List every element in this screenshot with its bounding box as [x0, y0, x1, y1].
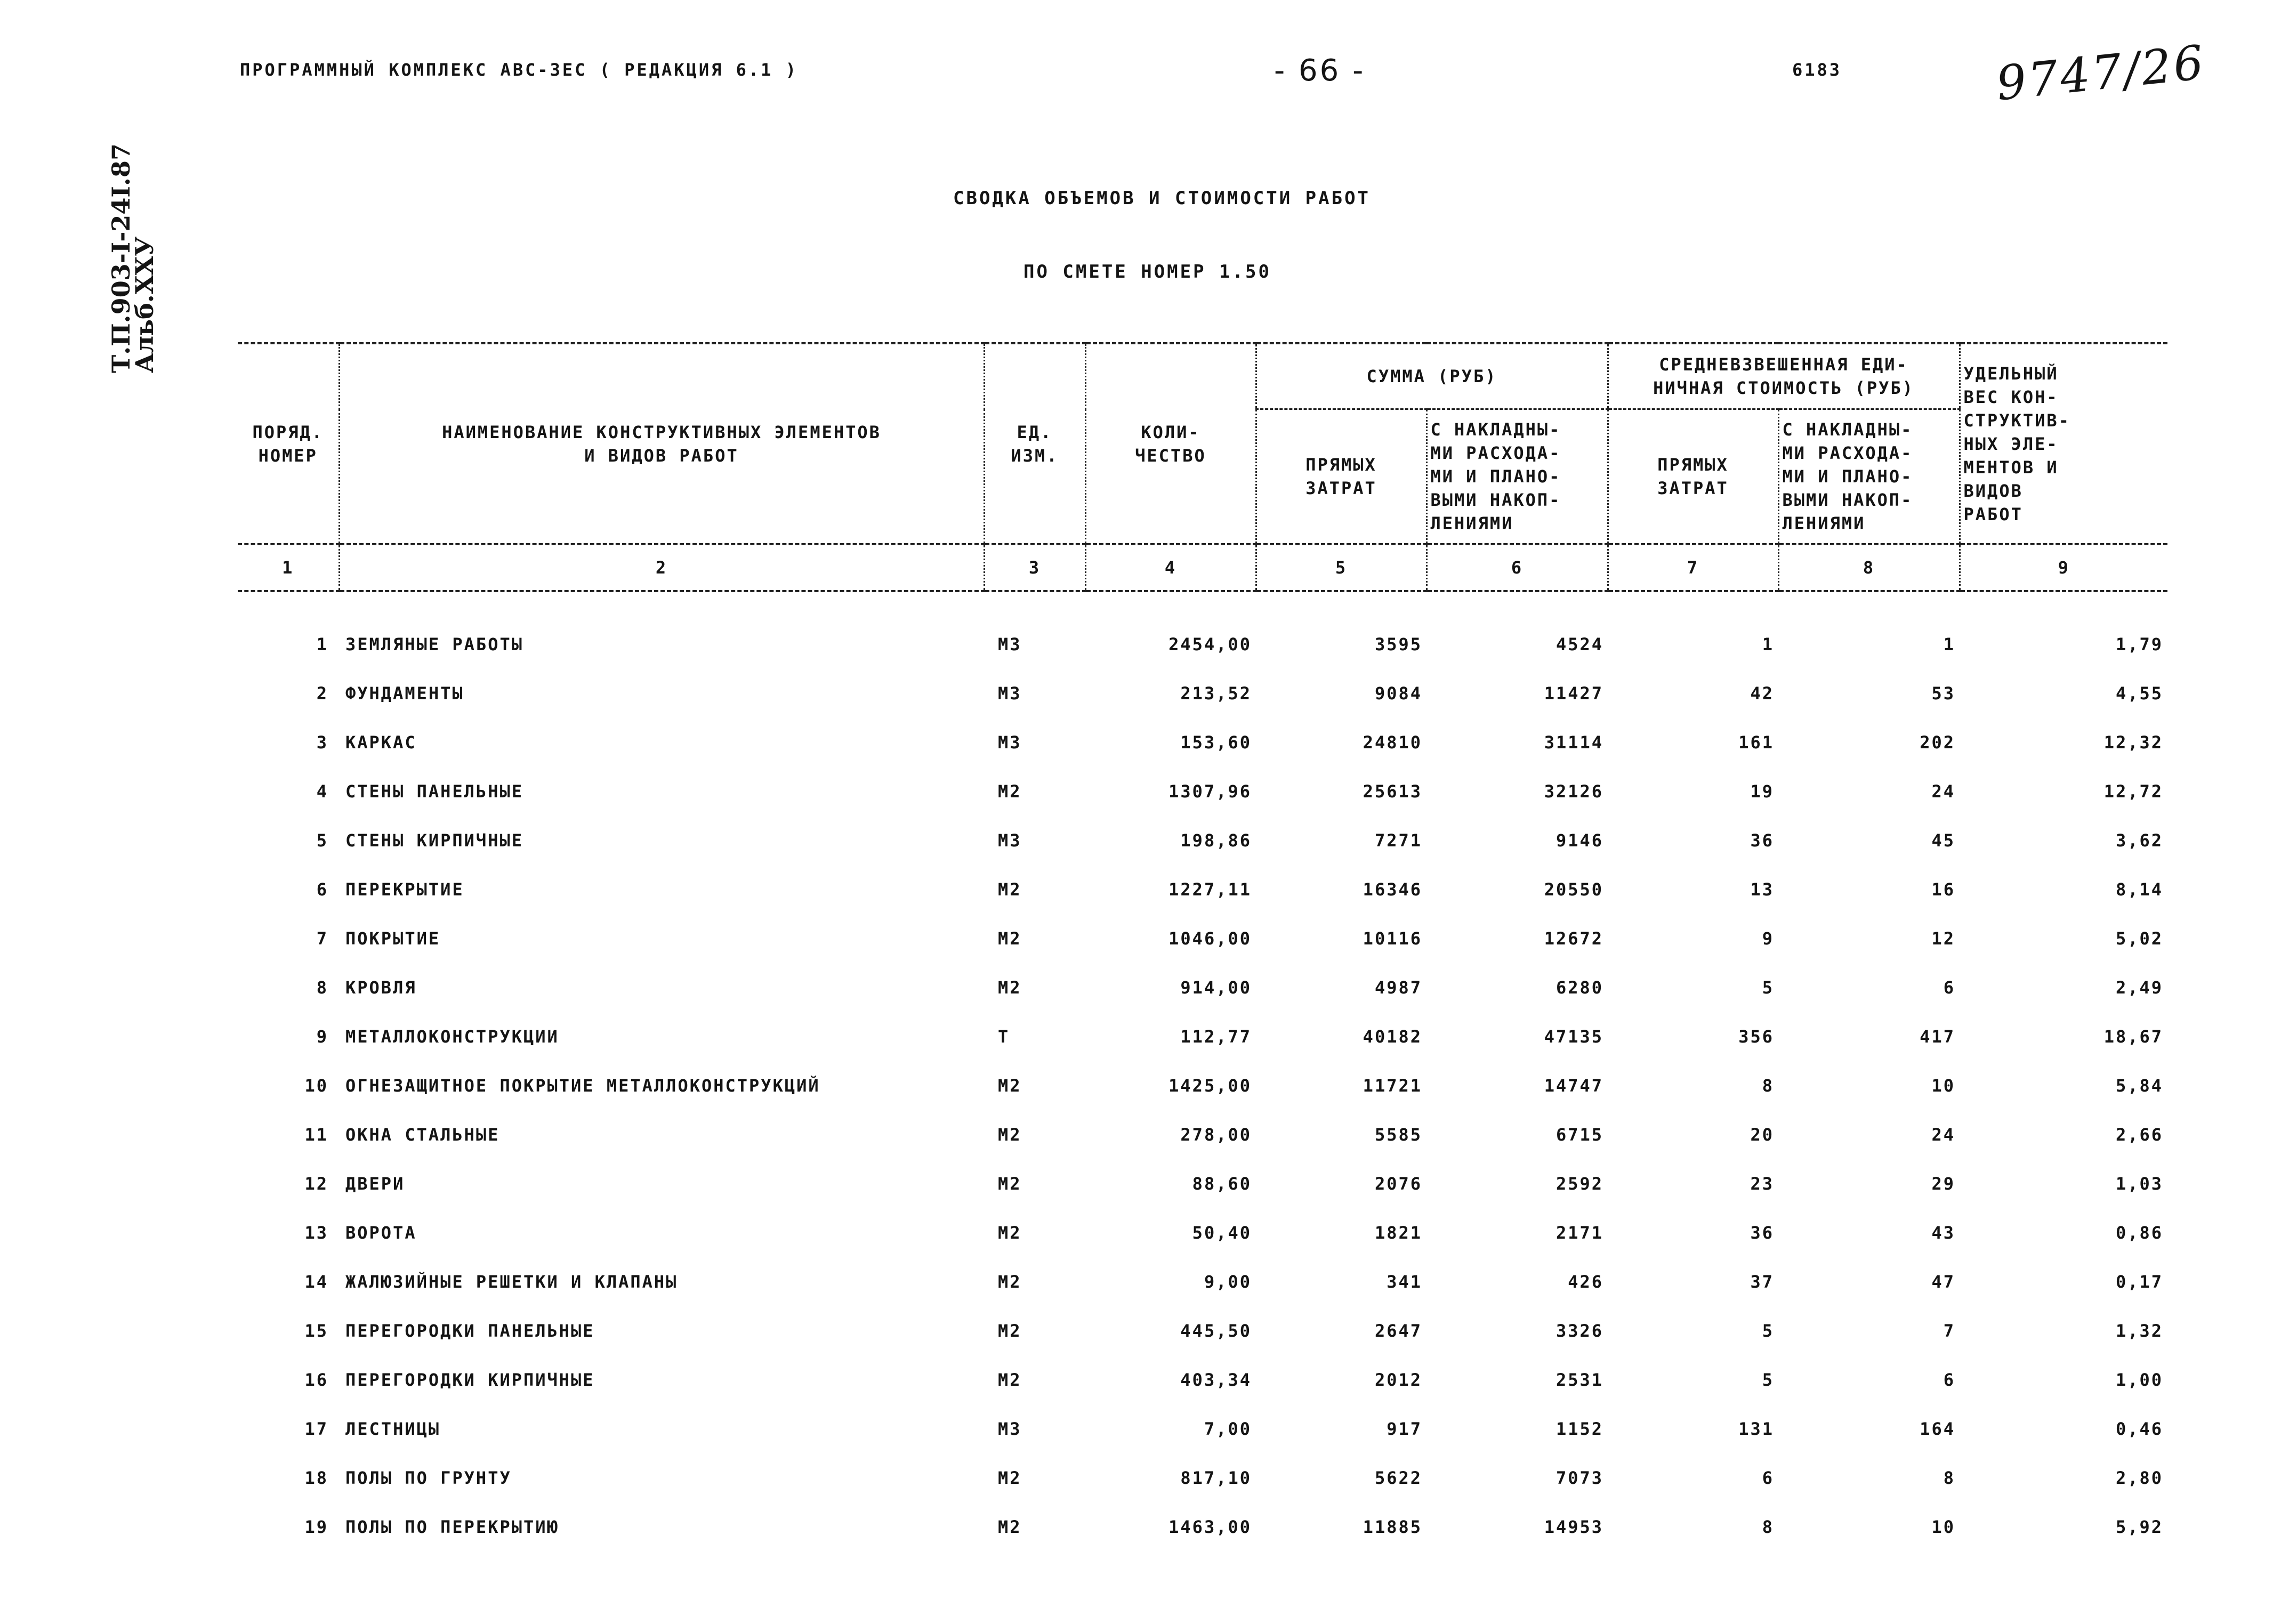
row-avg-overhead: 10	[1931, 1076, 1956, 1096]
row-name: ПЕРЕГОРОДКИ ПАНЕЛЬНЫЕ	[345, 1321, 595, 1341]
row-number: 16	[304, 1370, 328, 1390]
row-unit: М3	[998, 683, 1022, 704]
row-quantity: 1425,00	[1168, 1076, 1252, 1096]
row-avg-overhead: 43	[1931, 1223, 1956, 1243]
row-weight: 4,55	[2115, 683, 2164, 704]
row-weight: 3,62	[2115, 830, 2164, 851]
row-sum-direct: 25613	[1363, 781, 1422, 802]
row-sum-direct: 24810	[1363, 732, 1422, 753]
row-sum-overhead: 47135	[1544, 1027, 1604, 1047]
col-group-sum: СУММА (РУБ)	[1256, 343, 1608, 409]
row-sum-overhead: 12672	[1544, 928, 1604, 949]
row-sum-overhead: 6715	[1555, 1125, 1604, 1145]
table-row	[238, 1110, 2167, 1159]
row-avg-overhead: 10	[1931, 1517, 1956, 1537]
row-unit: Т	[998, 1027, 1010, 1047]
handwritten-note: 9747/26	[1994, 34, 2208, 111]
row-avg-direct: 5	[1762, 977, 1775, 998]
row-avg-direct: 42	[1750, 683, 1775, 704]
row-weight: 2,66	[2115, 1125, 2164, 1145]
col-number: 5	[1256, 544, 1426, 591]
row-avg-direct: 6	[1762, 1468, 1775, 1488]
col-header-weight: УДЕЛЬНЫЙ ВЕС КОН- СТРУКТИВ- НЫХ ЭЛЕ- МЕНТОВ И ВИДОВ РАБОТ	[1960, 343, 2167, 544]
col-number: 1	[238, 544, 339, 591]
row-weight: 0,46	[2115, 1419, 2164, 1439]
row-number: 11	[304, 1125, 328, 1145]
col-header-name: НАИМЕНОВАНИЕ КОНСТРУКТИВНЫХ ЭЛЕМЕНТОВ И ВИДОВ РАБОТ	[339, 343, 984, 544]
column-number-row	[238, 544, 2167, 591]
table-row	[238, 1355, 2167, 1404]
row-number: 3	[316, 732, 328, 753]
row-quantity: 1307,96	[1168, 781, 1252, 802]
table-row	[238, 1159, 2167, 1208]
row-number: 8	[316, 977, 328, 998]
row-sum-direct: 11721	[1363, 1076, 1422, 1096]
row-sum-overhead: 3326	[1555, 1321, 1604, 1341]
row-avg-direct: 356	[1738, 1027, 1775, 1047]
row-sum-direct: 917	[1387, 1419, 1422, 1439]
row-avg-direct: 5	[1762, 1321, 1775, 1341]
row-weight: 12,72	[2103, 781, 2164, 802]
col-header-order-number: ПОРЯД. НОМЕР	[238, 343, 339, 544]
row-quantity: 88,60	[1192, 1174, 1252, 1194]
col-header-sum-direct: ПРЯМЫХ ЗАТРАТ	[1256, 409, 1426, 545]
row-unit: М2	[998, 1468, 1022, 1488]
table-row	[238, 669, 2167, 718]
row-avg-overhead: 16	[1931, 879, 1956, 900]
document-subtitle: ПО СМЕТЕ НОМЕР 1.50	[1023, 261, 1271, 282]
row-unit: М2	[998, 977, 1022, 998]
row-avg-overhead: 53	[1931, 683, 1956, 704]
row-weight: 1,00	[2115, 1370, 2164, 1390]
row-quantity: 7,00	[1204, 1419, 1252, 1439]
row-sum-direct: 2647	[1374, 1321, 1422, 1341]
row-unit: М2	[998, 1076, 1022, 1096]
row-avg-direct: 5	[1762, 1370, 1775, 1390]
row-sum-overhead: 4524	[1555, 634, 1604, 655]
row-unit: М2	[998, 1174, 1022, 1194]
row-name: МЕТАЛЛОКОНСТРУКЦИИ	[345, 1027, 559, 1047]
table-row	[238, 1404, 2167, 1453]
row-avg-direct: 8	[1762, 1517, 1775, 1537]
row-avg-overhead: 47	[1931, 1272, 1956, 1292]
row-name: ВОРОТА	[345, 1223, 417, 1243]
row-weight: 1,79	[2115, 634, 2164, 655]
col-header-unit: ЕД. ИЗМ.	[984, 343, 1085, 544]
row-sum-direct: 10116	[1363, 928, 1422, 949]
row-number: 18	[304, 1468, 328, 1488]
table-row	[238, 767, 2167, 816]
row-name: ОКНА СТАЛЬНЫЕ	[345, 1125, 500, 1145]
row-name: ФУНДАМЕНТЫ	[345, 683, 464, 704]
works-summary-table	[238, 342, 2167, 1552]
col-number: 8	[1778, 544, 1960, 591]
row-sum-overhead: 14953	[1544, 1517, 1604, 1537]
row-name: ДВЕРИ	[345, 1174, 405, 1194]
row-name: СТЕНЫ ПАНЕЛЬНЫЕ	[345, 781, 523, 802]
row-name: ЖАЛЮЗИЙНЫЕ РЕШЕТКИ И КЛАПАНЫ	[345, 1272, 678, 1292]
row-unit: М3	[998, 830, 1022, 851]
table-row	[238, 1257, 2167, 1306]
row-weight: 5,84	[2115, 1076, 2164, 1096]
row-name: КАРКАС	[345, 732, 417, 753]
row-avg-direct: 1	[1762, 634, 1775, 655]
row-weight: 0,86	[2115, 1223, 2164, 1243]
row-name: ПОЛЫ ПО ГРУНТУ	[345, 1468, 512, 1488]
row-weight: 12,32	[2103, 732, 2164, 753]
row-avg-overhead: 417	[1920, 1027, 1956, 1047]
row-sum-overhead: 31114	[1544, 732, 1604, 753]
row-unit: М3	[998, 634, 1022, 655]
col-header-avg-direct: ПРЯМЫХ ЗАТРАТ	[1608, 409, 1778, 545]
table-row	[238, 1306, 2167, 1355]
row-name: ПОЛЫ ПО ПЕРЕКРЫТИЮ	[345, 1517, 559, 1537]
col-header-quantity: КОЛИ- ЧЕСТВО	[1085, 343, 1256, 544]
row-unit: М2	[998, 781, 1022, 802]
row-sum-direct: 9084	[1374, 683, 1422, 704]
row-weight: 5,02	[2115, 928, 2164, 949]
table-row	[238, 914, 2167, 963]
row-quantity: 278,00	[1180, 1125, 1252, 1145]
row-name: ЛЕСТНИЦЫ	[345, 1419, 441, 1439]
row-quantity: 213,52	[1180, 683, 1252, 704]
row-unit: М2	[998, 928, 1022, 949]
table-row	[238, 1061, 2167, 1110]
row-number: 15	[304, 1321, 328, 1341]
row-sum-overhead: 2531	[1555, 1370, 1604, 1390]
row-sum-direct: 2012	[1374, 1370, 1422, 1390]
program-header: ПРОГРАММНЫЙ КОМПЛЕКС АВС-ЗЕС ( РЕДАКЦИЯ 6.1 )	[240, 60, 798, 80]
col-number: 4	[1085, 544, 1256, 591]
row-avg-overhead: 45	[1931, 830, 1956, 851]
row-unit: М2	[998, 879, 1022, 900]
row-sum-overhead: 6280	[1555, 977, 1604, 998]
row-sum-overhead: 1152	[1555, 1419, 1604, 1439]
row-unit: М2	[998, 1125, 1022, 1145]
stamp-line-1: Т.П.903-I-24I.87	[107, 143, 135, 373]
row-quantity: 153,60	[1180, 732, 1252, 753]
row-unit: М3	[998, 732, 1022, 753]
row-sum-overhead: 426	[1568, 1272, 1604, 1292]
row-unit: М2	[998, 1517, 1022, 1537]
row-weight: 0,17	[2115, 1272, 2164, 1292]
row-name: ПОКРЫТИЕ	[345, 928, 441, 949]
row-quantity: 1046,00	[1168, 928, 1252, 949]
row-avg-overhead: 7	[1943, 1321, 1956, 1341]
row-quantity: 445,50	[1180, 1321, 1252, 1341]
row-avg-overhead: 29	[1931, 1174, 1956, 1194]
row-weight: 5,92	[2115, 1517, 2164, 1537]
row-unit: М2	[998, 1321, 1022, 1341]
row-sum-overhead: 32126	[1544, 781, 1604, 802]
row-avg-overhead: 6	[1943, 1370, 1956, 1390]
stamp-line-2: Альб.XXУ	[130, 236, 159, 373]
table-row	[238, 1208, 2167, 1257]
row-sum-overhead: 7073	[1555, 1468, 1604, 1488]
row-quantity: 112,77	[1180, 1027, 1252, 1047]
table-body	[238, 591, 2167, 1552]
row-avg-direct: 36	[1750, 830, 1775, 851]
row-quantity: 403,34	[1180, 1370, 1252, 1390]
row-avg-overhead: 8	[1943, 1468, 1956, 1488]
row-number: 2	[316, 683, 328, 704]
row-avg-direct: 20	[1750, 1125, 1775, 1145]
row-avg-direct: 161	[1738, 732, 1775, 753]
col-number: 6	[1426, 544, 1608, 591]
row-weight: 18,67	[2103, 1027, 2164, 1047]
row-avg-direct: 13	[1750, 879, 1775, 900]
row-quantity: 1463,00	[1168, 1517, 1252, 1537]
row-sum-direct: 5622	[1374, 1468, 1422, 1488]
col-header-avg-overhead: С НАКЛАДНЫ- МИ РАСХОДА- МИ И ПЛАНО- ВЫМИ НАКОП- ЛЕНИЯМИ	[1778, 409, 1960, 545]
row-quantity: 914,00	[1180, 977, 1252, 998]
row-unit: М2	[998, 1370, 1022, 1390]
row-unit: М3	[998, 1419, 1022, 1439]
col-header-sum-overhead: С НАКЛАДНЫ- МИ РАСХОДА- МИ И ПЛАНО- ВЫМИ НАКОП- ЛЕНИЯМИ	[1426, 409, 1608, 545]
row-weight: 2,49	[2115, 977, 2164, 998]
row-avg-overhead: 12	[1931, 928, 1956, 949]
row-number: 12	[304, 1174, 328, 1194]
table-row	[238, 816, 2167, 865]
row-number: 6	[316, 879, 328, 900]
row-quantity: 50,40	[1192, 1223, 1252, 1243]
row-avg-direct: 131	[1738, 1419, 1775, 1439]
row-avg-overhead: 1	[1943, 634, 1956, 655]
row-weight: 1,03	[2115, 1174, 2164, 1194]
row-sum-direct: 3595	[1374, 634, 1422, 655]
row-sum-overhead: 14747	[1544, 1076, 1604, 1096]
row-quantity: 1227,11	[1168, 879, 1252, 900]
row-avg-overhead: 24	[1931, 781, 1956, 802]
row-number: 7	[316, 928, 328, 949]
col-number: 2	[339, 544, 984, 591]
row-sum-direct: 5585	[1374, 1125, 1422, 1145]
row-sum-direct: 4987	[1374, 977, 1422, 998]
row-weight: 1,32	[2115, 1321, 2164, 1341]
row-quantity: 817,10	[1180, 1468, 1252, 1488]
row-sum-direct: 11885	[1363, 1517, 1422, 1537]
row-name: ЗЕМЛЯНЫЕ РАБОТЫ	[345, 634, 523, 655]
row-avg-direct: 8	[1762, 1076, 1775, 1096]
table-row	[238, 620, 2167, 669]
row-name: КРОВЛЯ	[345, 977, 417, 998]
row-number: 19	[304, 1517, 328, 1537]
row-avg-direct: 19	[1750, 781, 1775, 802]
col-number: 7	[1608, 544, 1778, 591]
row-sum-overhead: 9146	[1555, 830, 1604, 851]
row-avg-overhead: 202	[1920, 732, 1956, 753]
row-unit: М2	[998, 1272, 1022, 1292]
row-name: СТЕНЫ КИРПИЧНЫЕ	[345, 830, 523, 851]
table-row	[238, 963, 2167, 1012]
row-sum-direct: 1821	[1374, 1223, 1422, 1243]
table-row	[238, 1453, 2167, 1502]
row-sum-direct: 2076	[1374, 1174, 1422, 1194]
side-stamp	[107, 143, 159, 373]
col-group-average-cost: СРЕДНЕВЗВЕШЕННАЯ ЕДИ- НИЧНАЯ СТОИМОСТЬ (РУБ)	[1608, 343, 1960, 409]
row-unit: М2	[998, 1223, 1022, 1243]
page-number: - 66 -	[1274, 53, 1366, 88]
row-name: ОГНЕЗАЩИТНОЕ ПОКРЫТИЕ МЕТАЛЛОКОНСТРУКЦИЙ	[345, 1076, 820, 1096]
row-sum-direct: 40182	[1363, 1027, 1422, 1047]
row-avg-direct: 37	[1750, 1272, 1775, 1292]
table-row	[238, 1012, 2167, 1061]
row-quantity: 9,00	[1204, 1272, 1252, 1292]
row-avg-direct: 23	[1750, 1174, 1775, 1194]
table-row	[238, 1502, 2167, 1552]
row-avg-overhead: 24	[1931, 1125, 1956, 1145]
row-number: 1	[316, 634, 328, 655]
row-avg-direct: 9	[1762, 928, 1775, 949]
row-avg-overhead: 6	[1943, 977, 1956, 998]
row-weight: 8,14	[2115, 879, 2164, 900]
col-number: 9	[1960, 544, 2167, 591]
row-avg-overhead: 164	[1920, 1419, 1956, 1439]
row-sum-overhead: 11427	[1544, 683, 1604, 704]
row-number: 14	[304, 1272, 328, 1292]
row-number: 10	[304, 1076, 328, 1096]
row-number: 9	[316, 1027, 328, 1047]
row-sum-overhead: 2592	[1555, 1174, 1604, 1194]
row-quantity: 198,86	[1180, 830, 1252, 851]
row-number: 5	[316, 830, 328, 851]
document-code: 6183	[1792, 60, 1842, 80]
table-row	[238, 865, 2167, 914]
col-number: 3	[984, 544, 1085, 591]
document-title: СВОДКА ОБЪЕМОВ И СТОИМОСТИ РАБОТ	[953, 188, 1371, 209]
row-avg-direct: 36	[1750, 1223, 1775, 1243]
row-sum-direct: 341	[1387, 1272, 1422, 1292]
row-number: 17	[304, 1419, 328, 1439]
row-number: 4	[316, 781, 328, 802]
row-name: ПЕРЕКРЫТИЕ	[345, 879, 464, 900]
row-quantity: 2454,00	[1168, 634, 1252, 655]
row-sum-direct: 7271	[1374, 830, 1422, 851]
row-sum-direct: 16346	[1363, 879, 1422, 900]
table-row	[238, 718, 2167, 767]
row-sum-overhead: 2171	[1555, 1223, 1604, 1243]
row-number: 13	[304, 1223, 328, 1243]
row-weight: 2,80	[2115, 1468, 2164, 1488]
row-sum-overhead: 20550	[1544, 879, 1604, 900]
row-name: ПЕРЕГОРОДКИ КИРПИЧНЫЕ	[345, 1370, 595, 1390]
